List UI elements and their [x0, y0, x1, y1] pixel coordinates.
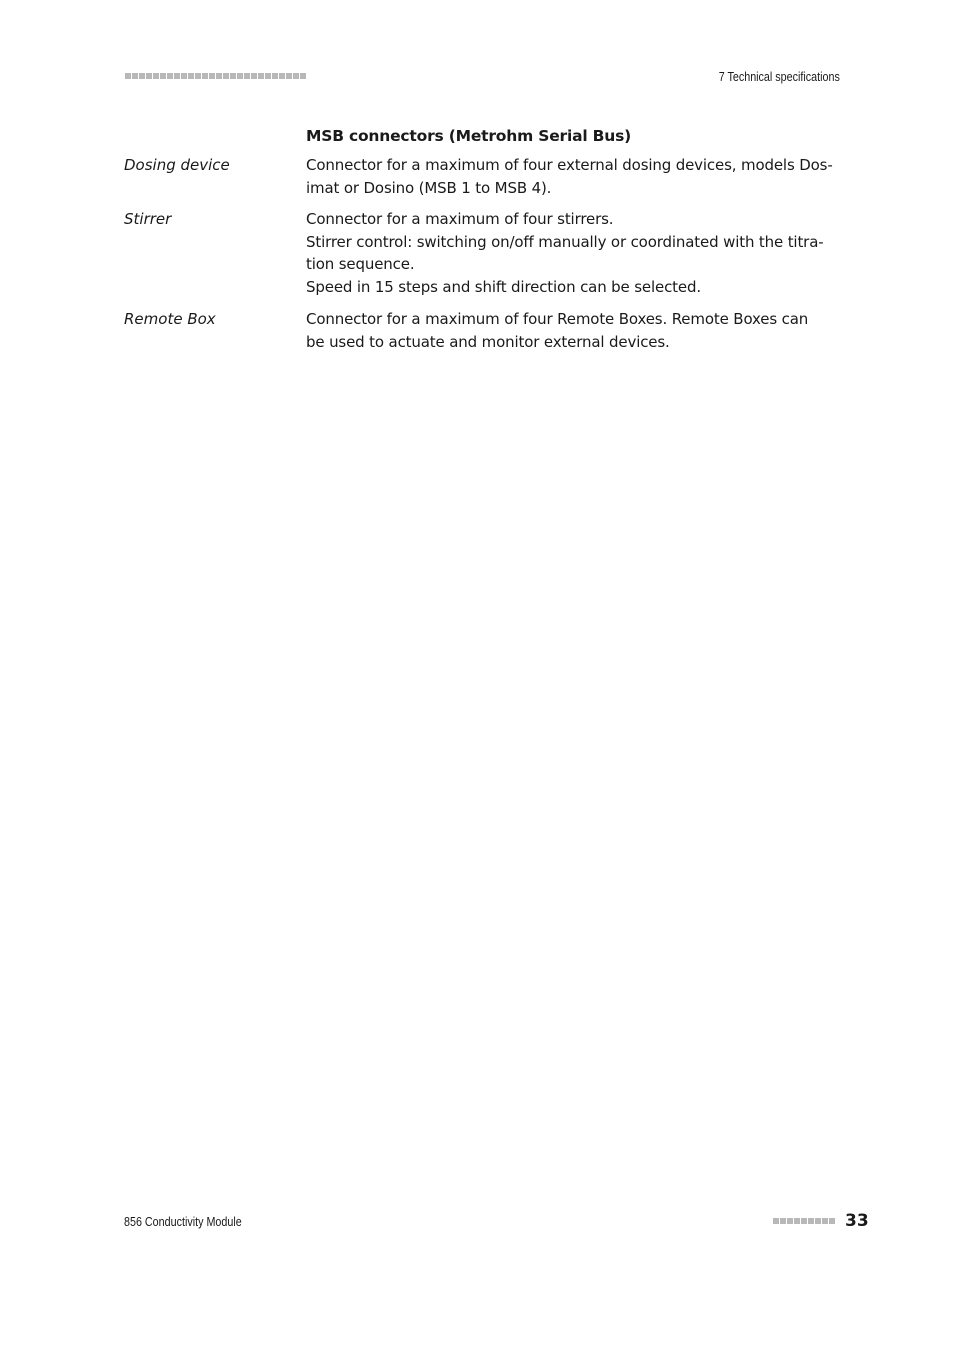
- footer-decorative-squares: [773, 1218, 835, 1224]
- spec-description-line: Connector for a maximum of four external dosing devices, models Dos-: [306, 156, 833, 174]
- spec-description: [306, 154, 833, 199]
- spec-description-line: Connector for a maximum of four stirrers.: [306, 210, 614, 228]
- spec-description-line: imat or Dosino (MSB 1 to MSB 4).: [306, 178, 552, 197]
- running-footer-product: 856 Conductivity Module: [124, 1215, 242, 1229]
- spec-description-line: Stirrer control: switching on/off manually or coordinated with the titra-: [306, 232, 824, 251]
- header-decorative-squares: [125, 73, 306, 79]
- running-header-chapter: 7 Technical specifications: [718, 70, 840, 84]
- page-number: 33: [845, 1211, 869, 1231]
- spec-term: Dosing device: [124, 156, 230, 174]
- spec-description-line: Connector for a maximum of four Remote Boxes. Remote Boxes can: [306, 310, 809, 328]
- spec-description-line: be used to actuate and monitor external devices.: [306, 332, 670, 351]
- spec-description-line: Speed in 15 steps and shift direction can be selected.: [306, 277, 701, 296]
- section-title: MSB connectors (Metrohm Serial Bus): [306, 127, 631, 145]
- spec-term: Remote Box: [124, 310, 216, 328]
- spec-description: [306, 208, 826, 298]
- spec-description: [306, 308, 826, 353]
- spec-term: Stirrer: [124, 210, 172, 228]
- spec-description-line: tion sequence.: [306, 255, 415, 273]
